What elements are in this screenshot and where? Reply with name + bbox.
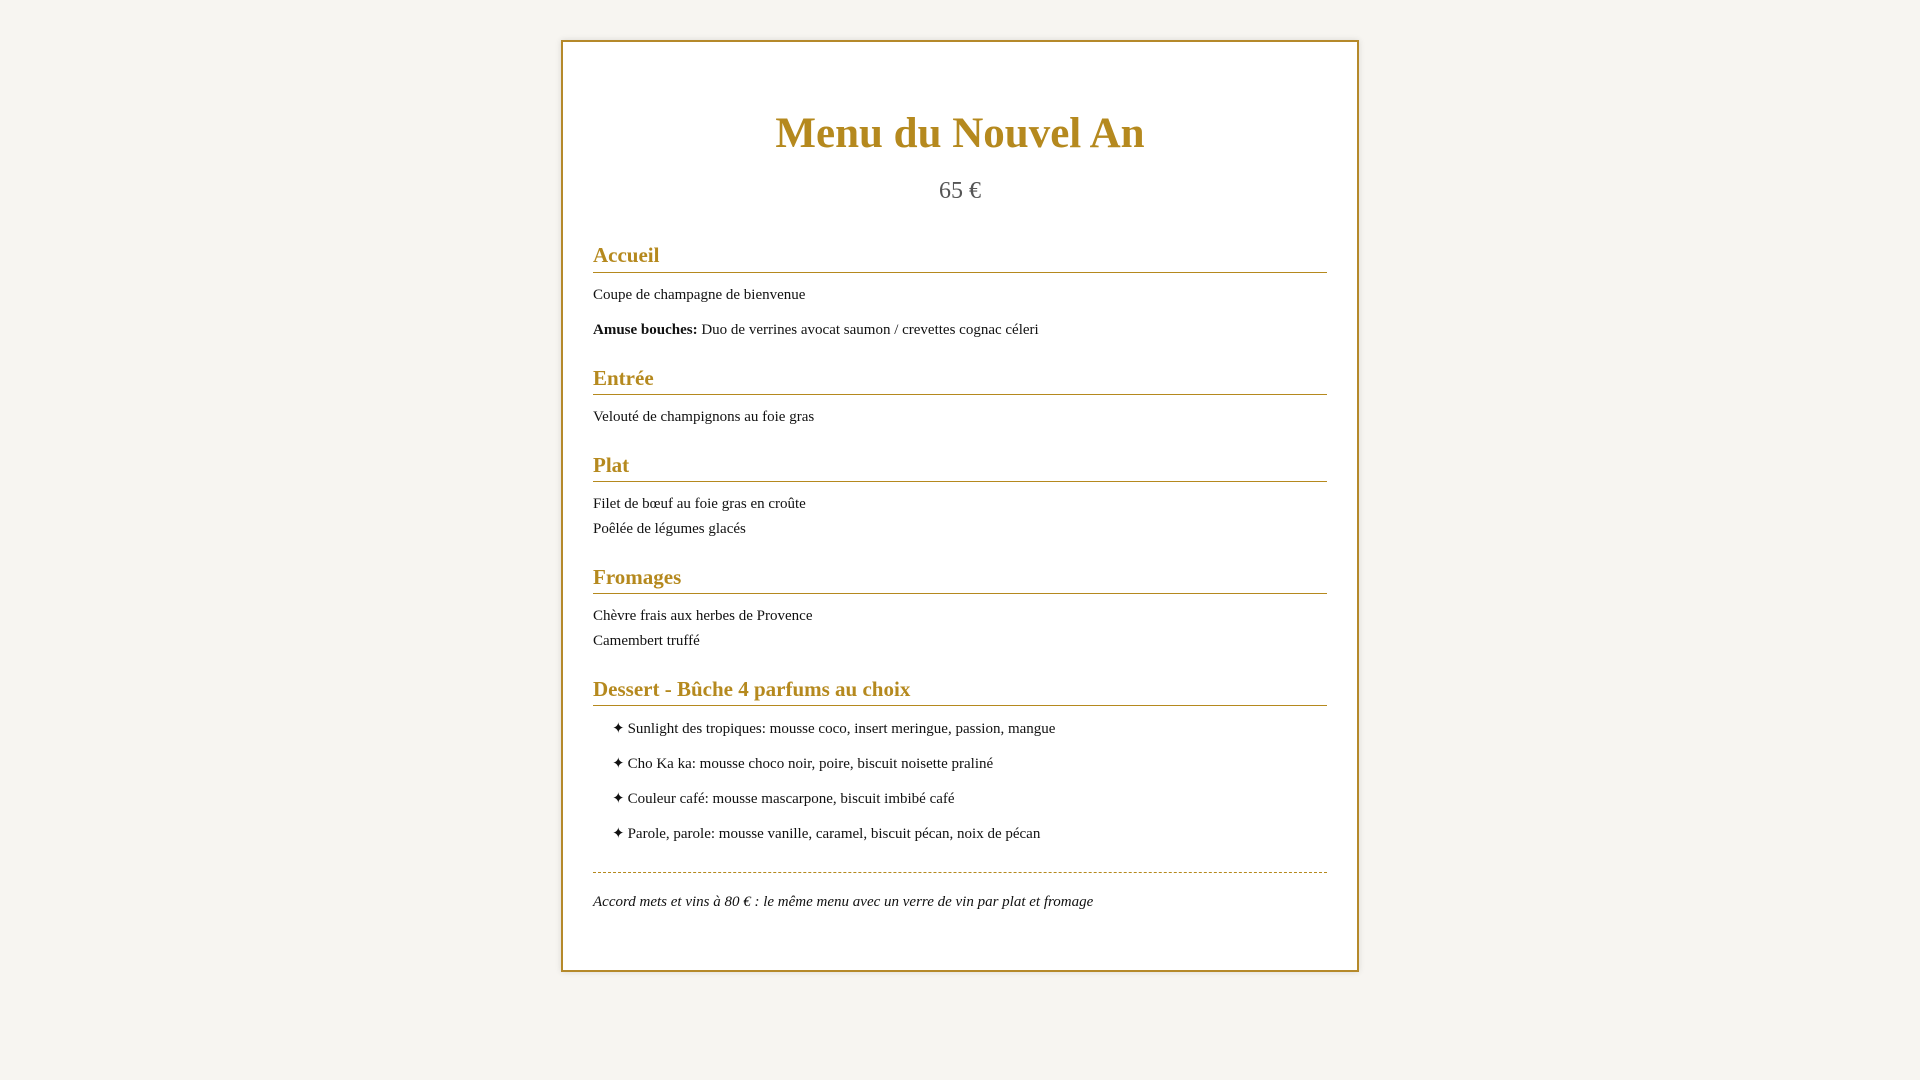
- dessert-item-text: Cho Ka ka: mousse choco noir, poire, biscuit noisette praliné: [627, 756, 994, 773]
- dessert-item-text: Couleur café: mousse mascarpone, biscuit imbibé café: [627, 791, 955, 808]
- dessert-item: [593, 789, 1327, 809]
- amuse-label: Amuse bouches:: [593, 321, 698, 338]
- dashed-divider: [593, 872, 1327, 873]
- section-title-entree: Entrée: [593, 366, 1327, 395]
- section-fromages: [593, 565, 1327, 654]
- star-icon: ✦: [612, 791, 625, 808]
- wine-pairing-note: Accord mets et vins à 80 € : le même menu avec un verre de vin par plat et fromage: [593, 894, 1094, 911]
- star-icon: ✦: [612, 756, 625, 773]
- menu-card: [561, 40, 1359, 972]
- section-dessert: [593, 677, 1327, 844]
- dessert-item-text: Sunlight des tropiques: mousse coco, insert meringue, passion, mangue: [627, 721, 1056, 738]
- section-entree: [593, 366, 1327, 430]
- menu-price: 65 €: [939, 177, 981, 204]
- menu-title: Menu du Nouvel An: [775, 110, 1145, 157]
- section-title-fromages: Fromages: [593, 565, 1327, 594]
- star-icon: ✦: [612, 721, 625, 738]
- menu-line: Filet de bœuf au foie gras en croûte: [593, 495, 806, 512]
- section-title-accueil: Accueil: [593, 243, 1327, 272]
- dessert-item: [593, 824, 1327, 844]
- dessert-item-text: Parole, parole: mousse vanille, caramel, biscuit pécan, noix de pécan: [627, 826, 1041, 843]
- section-title-dessert: Dessert - Bûche 4 parfums au choix: [593, 677, 1327, 706]
- section-plat: [593, 453, 1327, 542]
- star-icon: ✦: [612, 826, 625, 843]
- amuse-text: Duo de verrines avocat saumon / crevettes cognac céleri: [701, 321, 1039, 338]
- section-accueil: [593, 243, 1327, 342]
- dessert-item: [593, 754, 1327, 774]
- dessert-item: [593, 719, 1327, 739]
- section-title-plat: Plat: [593, 453, 1327, 482]
- menu-line: Velouté de champignons au foie gras: [593, 408, 815, 425]
- menu-line: Camembert truffé: [593, 633, 700, 650]
- menu-line-amuse: [593, 318, 1327, 343]
- menu-line: Coupe de champagne de bienvenue: [593, 286, 806, 303]
- menu-line: Chèvre frais aux herbes de Provence: [593, 608, 813, 625]
- menu-line: Poêlée de légumes glacés: [593, 520, 746, 537]
